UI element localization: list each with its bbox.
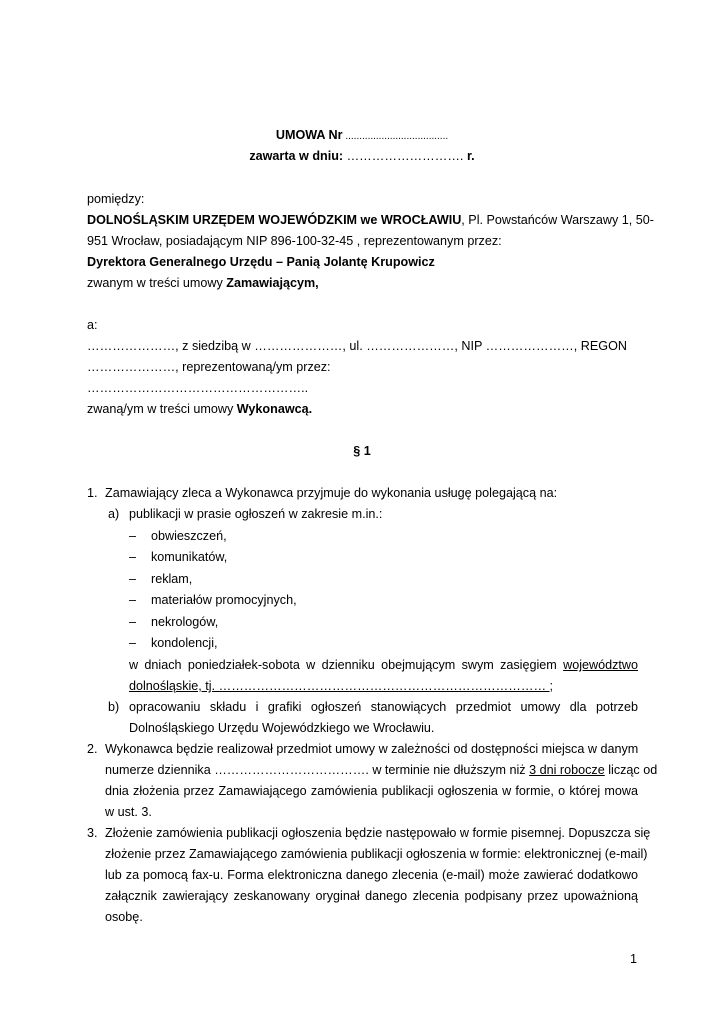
page-number: 1	[630, 952, 638, 966]
bullet-item: kondolencji,	[151, 636, 218, 650]
item-2-line-4: w ust. 3.	[105, 805, 152, 819]
item-3-line-3: lub za pomocą fax-u. Forma elektroniczna danego zlecenia (e-mail) może zawierać dodatkowo	[105, 868, 638, 882]
and-label: a:	[87, 318, 98, 332]
bullet-item: reklam,	[151, 572, 193, 586]
bullet-dash: –	[129, 550, 137, 564]
contract-title: UMOWA Nr .....................................	[275, 128, 449, 142]
item-2-line-3: dnia złożenia przez Zamawiającego zamówienia publikacji ogłoszenia w formie, o której mowa	[105, 784, 638, 798]
contract-date: zawarta w dniu: ………………………. r.	[249, 149, 475, 163]
item-1-text: Zamawiający zleca a Wykonawca przyjmuje do wykonania usługę polegającą na:	[105, 486, 558, 500]
item-a-continuation-1: w dniach poniedziałek-sobota w dzienniku obejmującym swym zasięgiem województwo	[129, 658, 638, 672]
contractor-line-3: ……………………………………………..	[87, 381, 309, 395]
item-2-number: 2.	[87, 742, 98, 756]
item-1-number: 1.	[87, 486, 98, 500]
office-address: 951 Wrocław, posiadającym NIP 896-100-32-45 , reprezentowanym przez:	[87, 234, 502, 248]
between-label: pomiędzy:	[87, 192, 145, 206]
bullet-item: nekrologów,	[151, 615, 219, 629]
item-3-number: 3.	[87, 826, 98, 840]
item-a-label: a)	[108, 507, 120, 521]
bullet-item: materiałów promocyjnych,	[151, 593, 297, 607]
item-b-label: b)	[108, 700, 120, 714]
bullet-dash: –	[129, 615, 137, 629]
item-3-line-2: złożenie przez Zamawiającego zamówienia publikacji ogłoszenia w formie: elektronicznej (e-mail)	[105, 847, 648, 861]
bullet-item: komunikatów,	[151, 550, 228, 564]
item-b-text-1: opracowaniu składu i grafiki ogłoszeń stanowiących przedmiot umowy dla potrzeb	[129, 700, 638, 714]
item-a-text: publikacji w prasie ogłoszeń w zakresie m.in.:	[129, 507, 383, 521]
item-3-line-5: osobę.	[105, 910, 143, 924]
bullet-dash: –	[129, 636, 137, 650]
item-b-text-2: Dolnośląskiego Urzędu Wojewódzkiego we Wrocławiu.	[129, 721, 435, 735]
director-line: Dyrektora Generalnego Urzędu – Panią Jolantę Krupowicz	[87, 255, 435, 269]
bullet-dash: –	[129, 593, 137, 607]
contractor-line-2: …………………, reprezentowaną/ym przez:	[87, 360, 331, 374]
item-3-line-1: Złożenie zamówienia publikacji ogłoszenia będzie następowało w formie pisemnej. Dopuszcza się	[105, 826, 651, 840]
contractor-line-1: …………………, z siedzibą w …………………, ul. …………………, NIP …………………, REGON	[87, 339, 627, 353]
item-2-line-1: Wykonawca będzie realizował przedmiot umowy w zależności od dostępności miejsca w danym	[105, 742, 639, 756]
section-title: § 1	[353, 444, 371, 458]
contractor-alias: zwaną/ym w treści umowy Wykonawcą.	[87, 402, 313, 416]
bullet-item: obwieszczeń,	[151, 529, 227, 543]
item-a-continuation-2: dolnośląskie, tj. …………………………………………………………………… ;	[129, 679, 554, 693]
bullet-dash: –	[129, 572, 137, 586]
client-alias: zwanym w treści umowy Zamawiającym,	[87, 276, 319, 290]
office-line: DOLNOŚLĄSKIM URZĘDEM WOJEWÓDZKIM we WROCŁAWIU, Pl. Powstańców Warszawy 1, 50-	[87, 213, 654, 227]
item-2-line-2: numerze dziennika ………………………………. w terminie nie dłuższym niż 3 dni robocze licząc od	[105, 763, 658, 777]
item-3-line-4: załącznik zawierający zeskanowany oryginał danego zlecenia podpisany przez upoważnioną	[105, 889, 638, 903]
bullet-dash: –	[129, 529, 137, 543]
